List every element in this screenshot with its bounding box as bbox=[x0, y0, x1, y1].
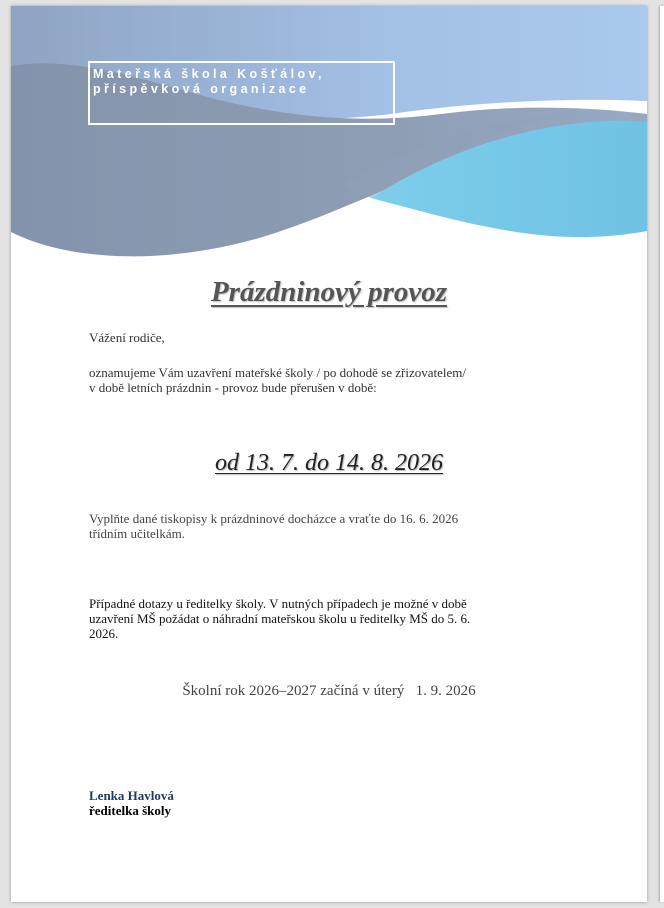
announcement-line-2: v době letních prázdnin - provoz bude přerušen v době: bbox=[89, 380, 377, 395]
questions-line-1: Případné dotazy u ředitelky školy. V nutných případech je možné v době bbox=[89, 596, 467, 611]
document-page bbox=[11, 6, 647, 902]
closure-date-range: od 13. 7. do 14. 8. 2026 bbox=[215, 450, 443, 476]
organization-name-line-2: příspěvková organizace bbox=[93, 82, 310, 96]
announcement-line-1: oznamujeme Vám uzavření mateřské školy / po dohodě se zřizovatelem/ bbox=[89, 365, 466, 380]
form-instruction-line-1: Vyplňte dané tiskopisy k prázdninové docházce a vraťte do 16. 6. 2026 bbox=[89, 511, 459, 526]
header-wave-graphic bbox=[11, 6, 647, 276]
document-title: Prázdninový provoz bbox=[210, 276, 448, 308]
organization-name-box bbox=[88, 61, 395, 125]
form-instruction-line-2: třídním učitelkám. bbox=[89, 526, 186, 541]
questions-line-3: 2026. bbox=[89, 626, 119, 641]
next-page-edge bbox=[660, 6, 664, 902]
school-year-start: Školní rok 2026–2027 začíná v úterý 1. 9. 2026 bbox=[182, 683, 476, 699]
signature-name: Lenka Havlová bbox=[89, 788, 174, 803]
questions-line-2: uzavření MŠ požádat o náhradní mateřskou školu u ředitelky MŠ do 5. 6. bbox=[89, 611, 471, 626]
organization-name-line-1: Mateřská škola Košťálov, bbox=[93, 67, 325, 81]
greeting: Vážení rodiče, bbox=[89, 330, 165, 345]
signature-role: ředitelka školy bbox=[89, 803, 171, 818]
